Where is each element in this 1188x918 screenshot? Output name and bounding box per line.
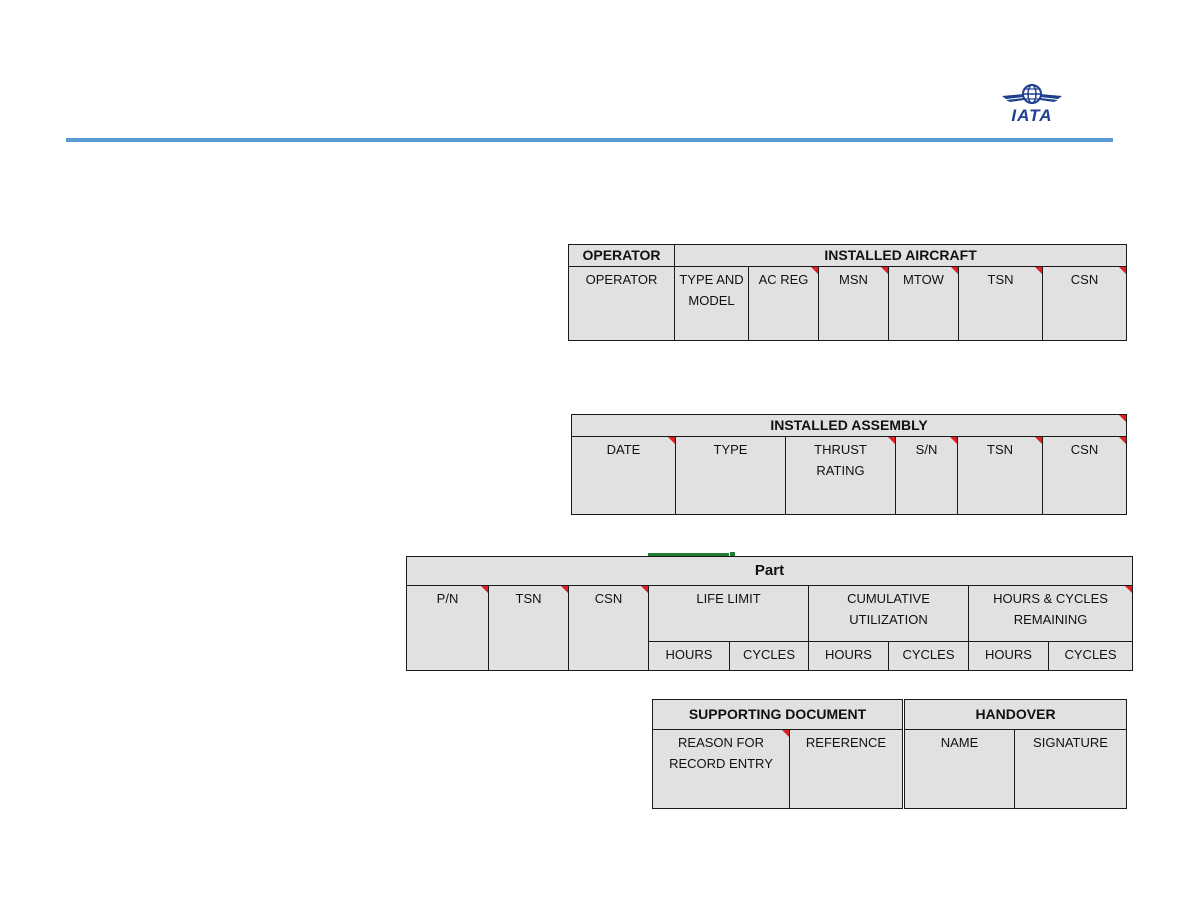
column-header: NAME <box>905 730 1015 809</box>
sub-column-header: CYCLES <box>730 642 809 671</box>
part-table <box>406 556 1133 671</box>
column-header: REASON FOR RECORD ENTRY <box>653 730 790 809</box>
column-header: S/N <box>896 437 958 515</box>
column-header: P/N <box>407 586 489 671</box>
group-header: HOURS & CYCLES REMAINING <box>969 586 1133 642</box>
column-header: TSN <box>959 267 1043 341</box>
operator-header: OPERATOR <box>569 245 675 267</box>
column-header: MSN <box>819 267 889 341</box>
column-header: TSN <box>958 437 1043 515</box>
column-header: SIGNATURE <box>1015 730 1127 809</box>
column-header: AC REG <box>749 267 819 341</box>
handover-header: HANDOVER <box>905 700 1127 730</box>
supporting-document-header: SUPPORTING DOCUMENT <box>653 700 903 730</box>
installed-aircraft-table <box>568 244 1127 341</box>
installed-aircraft-header: INSTALLED AIRCRAFT <box>675 245 1127 267</box>
column-header: OPERATOR <box>569 267 675 341</box>
column-header: CSN <box>1043 437 1127 515</box>
installed-assembly-table <box>571 414 1127 515</box>
column-header: CSN <box>1043 267 1127 341</box>
column-header: TYPE <box>676 437 786 515</box>
supporting-document-table <box>652 699 903 809</box>
sub-column-header: CYCLES <box>889 642 969 671</box>
column-header: CSN <box>569 586 649 671</box>
installed-assembly-header: INSTALLED ASSEMBLY <box>572 415 1127 437</box>
header-rule <box>66 138 1113 142</box>
group-header: CUMULATIVE UTILIZATION <box>809 586 969 642</box>
handover-table <box>904 699 1127 809</box>
sub-column-header: CYCLES <box>1049 642 1133 671</box>
column-header: TYPE AND MODEL <box>675 267 749 341</box>
column-header: MTOW <box>889 267 959 341</box>
part-header: Part <box>407 557 1133 586</box>
sub-column-header: HOURS <box>969 642 1049 671</box>
column-header: DATE <box>572 437 676 515</box>
column-header: REFERENCE <box>790 730 903 809</box>
column-header: TSN <box>489 586 569 671</box>
group-header: LIFE LIMIT <box>649 586 809 642</box>
logo-text: IATA <box>1011 106 1053 125</box>
sub-column-header: HOURS <box>649 642 730 671</box>
globe-wings-icon <box>998 84 1066 108</box>
column-header: THRUST RATING <box>786 437 896 515</box>
iata-logo <box>998 84 1066 130</box>
sub-column-header: HOURS <box>809 642 889 671</box>
